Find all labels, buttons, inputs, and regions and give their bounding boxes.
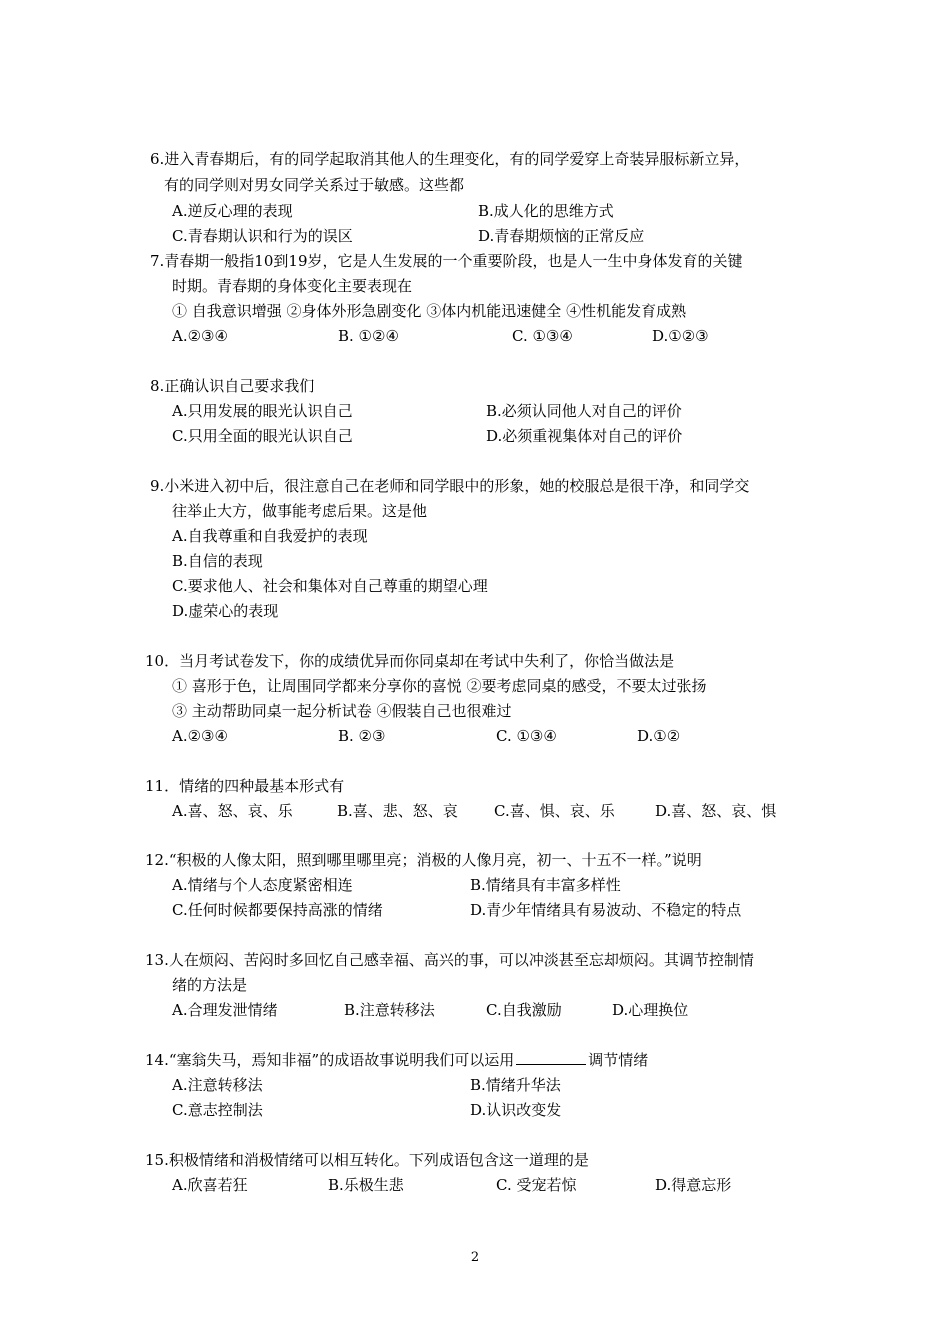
q12-option-c: C.任何时候都要保持高涨的情绪 [172, 901, 383, 919]
q10-option-c: C. ①③④ [496, 727, 557, 745]
q9-option-b: B.自信的表现 [172, 552, 263, 570]
q13-stem-line2: 绪的方法是 [172, 976, 248, 994]
q11-option-a: A.喜、怒、哀、乐 [172, 802, 293, 820]
q8-option-b: B.必须认同他人对自己的评价 [486, 402, 682, 420]
q6-stem-line1: 6.进入青春期后，有的同学起取消其他人的生理变化，有的同学爱穿上奇装异服标新立异， [150, 150, 750, 168]
q6-option-d: D.青春期烦恼的正常反应 [478, 227, 645, 245]
q14-stem-after-blank: 调节情绪 [588, 1051, 649, 1069]
q13-stem-line1: 13.人在烦闷、苦闷时多回忆自己感幸福、高兴的事，可以冲淡甚至忘却烦闷。其调节控制情 [145, 951, 754, 969]
q6-option-b: B.成人化的思维方式 [478, 202, 614, 220]
q13-option-d: D.心理换位 [612, 1001, 689, 1019]
q9-stem-line2: 往举止大方，做事能考虑后果。这是他 [172, 502, 428, 520]
q15-option-c: C. 受宠若惊 [496, 1176, 577, 1194]
q11-stem-line1: 11．情绪的四种最基本形式有 [145, 777, 345, 795]
q11-option-b: B.喜、悲、怒、哀 [337, 802, 458, 820]
q6-option-c: C.青春期认识和行为的误区 [172, 227, 353, 245]
q8-option-c: C.只用全面的眼光认识自己 [172, 427, 353, 445]
q15-option-b: B.乐极生悲 [328, 1176, 404, 1194]
q13-option-c: C.自我激励 [486, 1001, 562, 1019]
q15-stem-line1: 15.积极情绪和消极情绪可以相互转化。下列成语包含这一道理的是 [145, 1151, 589, 1169]
q6-stem-line2: 有的同学则对男女同学关系过于敏感。这些都 [164, 176, 465, 194]
q7-stem-line1: 7.青春期一般指10到19岁，它是人生发展的一个重要阶段，也是人一生中身体发育的关键 [150, 252, 743, 270]
q9-stem-line1: 9.小米进入初中后，很注意自己在老师和同学眼中的形象，她的校服总是很干净，和同学交 [150, 477, 750, 495]
page-number: 2 [470, 1250, 480, 1265]
q9-option-a: A.自我尊重和自我爱护的表现 [172, 527, 368, 545]
q8-option-a: A.只用发展的眼光认识自己 [172, 402, 353, 420]
q14-stem-line1 [145, 1050, 648, 1070]
q9-option-d: D.虚荣心的表现 [172, 602, 279, 620]
q12-option-d: D.青少年情绪具有易波动、不稳定的特点 [470, 901, 742, 919]
q14-answer-blank [516, 1050, 586, 1065]
q10-stem-line1: 10．当月考试卷发下，你的成绩优异而你同桌却在考试中失利了，你恰当做法是 [145, 652, 675, 670]
q7-option-d: D.①②③ [652, 327, 709, 345]
q11-option-c: C.喜、惧、哀、乐 [494, 802, 615, 820]
q10-option-d: D.①② [637, 727, 681, 745]
q14-option-a: A.注意转移法 [172, 1076, 263, 1094]
q9-option-c: C.要求他人、社会和集体对自己尊重的期望心理 [172, 577, 488, 595]
q15-option-d: D.得意忘形 [655, 1176, 732, 1194]
q10-items-line2: ③ 主动帮助同桌一起分析试卷 ④假装自己也很难过 [172, 702, 512, 720]
q10-option-b: B. ②③ [338, 727, 386, 745]
q14-option-b: B.情绪升华法 [470, 1076, 561, 1094]
q7-option-c: C. ①③④ [512, 327, 573, 345]
q8-option-d: D.必须重视集体对自己的评价 [486, 427, 683, 445]
q13-option-a: A.合理发泄情绪 [172, 1001, 278, 1019]
q6-option-a: A.逆反心理的表现 [172, 202, 293, 220]
q13-option-b: B.注意转移法 [344, 1001, 435, 1019]
q10-items-line1: ① 喜形于色，让周围同学都来分享你的喜悦 ②要考虑同桌的感受，不要太过张扬 [172, 677, 707, 695]
q7-option-a: A.②③④ [172, 327, 228, 345]
q11-option-d: D.喜、怒、哀、惧 [655, 802, 777, 820]
q12-stem-line1: 12.“积极的人像太阳，照到哪里哪里亮；消极的人像月亮，初一、十五不一样。”说明 [145, 851, 702, 869]
q7-items: ① 自我意识增强 ②身体外形急剧变化 ③体内机能迅速健全 ④性机能发育成熟 [172, 302, 687, 320]
q12-option-a: A.情绪与个人态度紧密相连 [172, 876, 353, 894]
q14-option-d: D.认识改变发 [470, 1101, 562, 1119]
q7-option-b: B. ①②④ [338, 327, 399, 345]
q12-option-b: B.情绪具有丰富多样性 [470, 876, 621, 894]
q8-stem-line1: 8.正确认识自己要求我们 [150, 377, 315, 395]
q14-option-c: C.意志控制法 [172, 1101, 263, 1119]
q15-option-a: A.欣喜若狂 [172, 1176, 248, 1194]
q10-option-a: A.②③④ [172, 727, 228, 745]
q7-stem-line2: 时期。青春期的身体变化主要表现在 [172, 277, 413, 295]
q14-stem-before-blank: 14.“塞翁失马，焉知非福”的成语故事说明我们可以运用 [145, 1051, 515, 1069]
